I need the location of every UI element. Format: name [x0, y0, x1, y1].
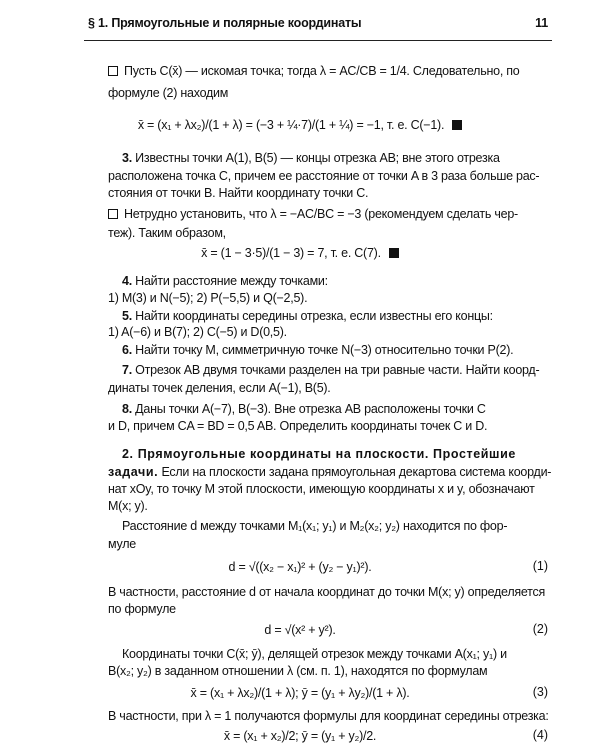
problem-3-line-2: расположена точка C, причем ее расстояние от точки A в 3 раза больше рас- [108, 169, 540, 183]
equation-1-number: (1) [532, 559, 548, 573]
solution-end-icon [452, 120, 462, 130]
problem-5-line-1: 5. Найти координаты середины отрезка, если известны его концы: [122, 309, 493, 323]
solution-2-line-1: Пусть C(x̄) — искомая точка; тогда λ = AC/CB = 1/4. Следовательно, по [108, 63, 548, 79]
section-2-heading: 2. Прямоугольные координаты на плоскости. Простейшие [122, 447, 516, 461]
problem-8-line-2: и D, причем CA = BD = 0,5 AB. Определить координаты точек C и D. [108, 419, 488, 433]
solution-2-line-2: формуле (2) находим [108, 86, 229, 100]
distance-text-line-2: муле [108, 537, 136, 551]
equation-1: d = √((x₂ − x₁)² + (y₂ − y₁)²). [228, 560, 372, 574]
header-rule [84, 40, 552, 41]
division-text-line-1: Координаты точки C(x̄; ȳ), делящей отрезок между точками A(x₁; y₁) и [122, 647, 507, 661]
header-title: § 1. Прямоугольные и полярные координаты [88, 16, 362, 30]
solution-end-icon [389, 248, 399, 258]
equation-2: d = √(x² + y²). [264, 623, 336, 637]
problem-3-line-1: 3. Известны точки A(1), B(5) — концы отрезка AB; вне этого отрезка [122, 151, 500, 165]
problem-8-line-1: 8. Даны точки A(−7), B(−3). Вне отрезка AB расположены точки C [122, 402, 486, 416]
problem-4-line-1: 4. Найти расстояние между точками: [122, 274, 328, 288]
equation-4-number: (4) [532, 728, 548, 742]
division-text-line-2: B(x₂; y₂) в заданном отношении λ (см. п. 1), находятся по формулам [108, 664, 488, 678]
running-header [88, 16, 548, 36]
section-2-line-3: нат xOy, то точку M этой плоскости, имеющую координаты x и y, обозначают [108, 482, 535, 496]
equation-b: x̄ = (1 − 3·5)/(1 − 3) = 7, т. е. C(7). [0, 245, 600, 261]
equation-3-number: (3) [532, 685, 548, 699]
problem-7-line-2: динаты точек деления, если A(−1), B(5). [108, 381, 331, 395]
distance-text-line-1: Расстояние d между точками M₁(x₁; y₁) и M₂(x₂; y₂) находится по фор- [122, 519, 508, 533]
problem-4-line-2: 1) M(3) и N(−5); 2) P(−5,5) и Q(−2,5). [108, 291, 308, 305]
problem-6-line-1: 6. Найти точку M, симметричную точке N(−3) относительно точки P(2). [122, 343, 514, 357]
particular-text-line-2: по формуле [108, 602, 176, 616]
page-number: 11 [535, 16, 548, 30]
solution-3-line-1: Нетрудно установить, что λ = −AC/BC = −3 (рекомендуем сделать чер- [108, 206, 548, 222]
solution-start-icon [108, 209, 118, 219]
solution-3-line-2: теж). Таким образом, [108, 226, 226, 240]
solution-start-icon [108, 66, 118, 76]
problem-3-line-3: стояния от точки B. Найти координату точки C. [108, 186, 369, 200]
section-2-line-4: M(x; y). [108, 499, 148, 513]
midpoint-text-line: В частности, при λ = 1 получаются формулы для координат середины отрезка: [108, 709, 549, 723]
section-2-line-2: задачи. Если на плоскости задана прямоугольная декартова система коорди- [108, 465, 552, 479]
problem-5-line-2: 1) A(−6) и B(7); 2) C(−5) и D(0,5). [108, 325, 287, 339]
particular-text-line-1: В частности, расстояние d от начала координат до точки M(x; y) определяется [108, 585, 546, 599]
problem-7-line-1: 7. Отрезок AB двумя точками разделен на три равные части. Найти коорд- [122, 363, 540, 377]
equation-2-number: (2) [532, 622, 548, 636]
equation-a: x̄ = (x₁ + λx₂)/(1 + λ) = (−3 + ¼·7)/(1 + ¼) = −1, т. е. C(−1). [0, 117, 600, 133]
equation-3: x̄ = (x₁ + λx₂)/(1 + λ); ȳ = (y₁ + λy₂)/(1 + λ). [190, 686, 410, 700]
equation-4: x̄ = (x₁ + x₂)/2; ȳ = (y₁ + y₂)/2. [223, 729, 377, 743]
